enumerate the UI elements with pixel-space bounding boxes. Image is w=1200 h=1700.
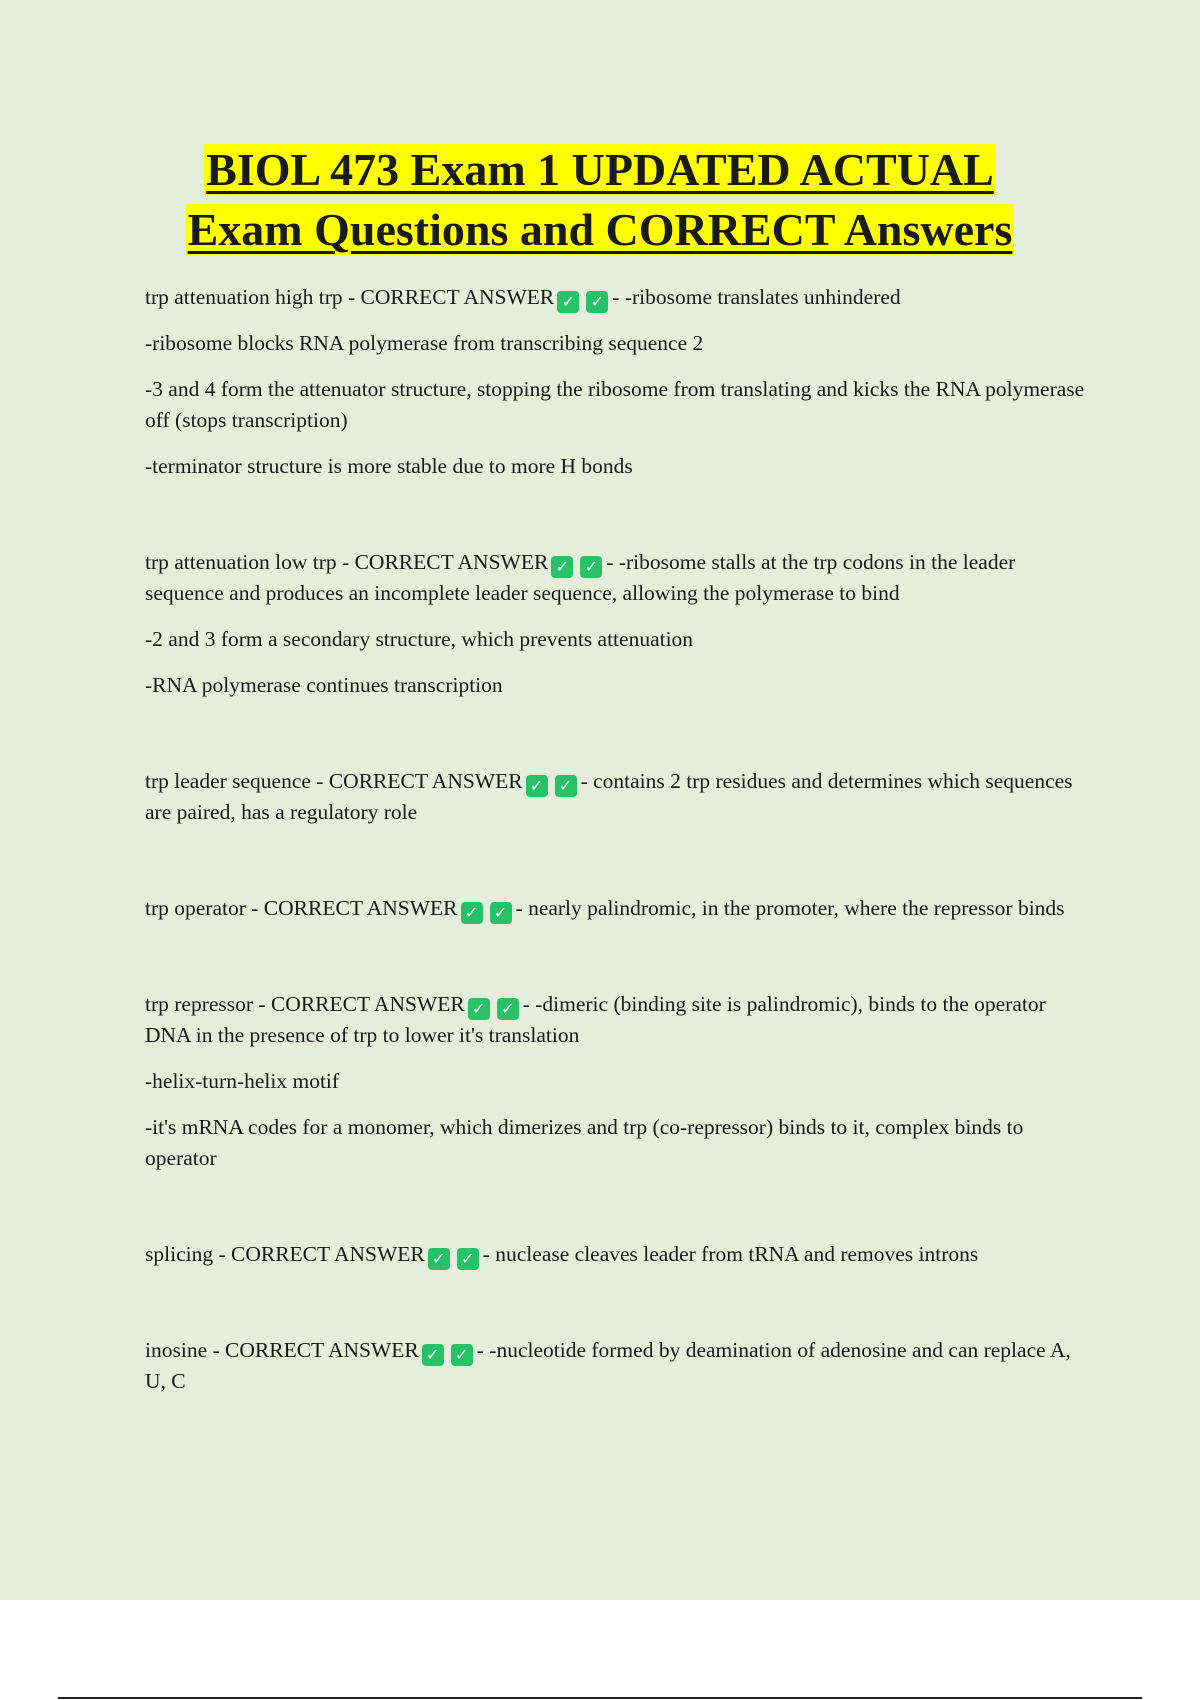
qa-term: trp attenuation low trp - CORRECT ANSWER (145, 550, 549, 574)
check-mark-button-icon: ✓ (422, 1344, 444, 1366)
qa-term: trp attenuation high trp - CORRECT ANSWER (145, 285, 555, 309)
check-mark-button-icon: ✓ (580, 556, 602, 578)
title-line-1: BIOL 473 Exam 1 UPDATED ACTUAL (206, 144, 994, 195)
check-mark-button-icon: ✓ (586, 291, 608, 313)
footer-divider (58, 1697, 1142, 1699)
qa-first-line (145, 282, 1095, 313)
qa-answer-line: -terminator structure is more stable due to more H bonds (145, 454, 633, 478)
check-mark-button-icon: ✓ (461, 902, 483, 924)
check-mark-button-icon: ✓ (557, 291, 579, 313)
qa-answer-line: -helix-turn-helix motif (145, 1069, 340, 1093)
qa-entry (145, 989, 1095, 1174)
check-mark-button-icon: ✓ (468, 998, 490, 1020)
qa-answer: - nuclease cleaves leader from tRNA and removes introns (482, 1242, 979, 1266)
qa-answer-line: -2 and 3 form a secondary structure, which prevents attenuation (145, 627, 694, 651)
qa-first-line (145, 766, 1095, 828)
qa-answer-line: -RNA polymerase continues transcription (145, 673, 503, 697)
qa-answer: - contains 2 trp residues and determines which sequences are paired, has a regulatory role (145, 769, 1073, 824)
document-title (0, 140, 1200, 260)
qa-entry (145, 547, 1095, 701)
qa-term: splicing - CORRECT ANSWER (145, 1242, 425, 1266)
qa-term: inosine - CORRECT ANSWER (145, 1338, 419, 1362)
qa-first-line (145, 1335, 1095, 1397)
qa-answer: - nearly palindromic, in the promoter, where the repressor binds (515, 896, 1065, 920)
qa-answer: - -ribosome stalls at the trp codons in the leader sequence and produces an incomplete leader sequence, allowing the polymerase to bind (145, 550, 1016, 605)
title-line-2: Exam Questions and CORRECT Answers (187, 204, 1013, 255)
qa-answer-line: -it's mRNA codes for a monomer, which dimerizes and trp (co-repressor) binds to it, complex binds to operator (145, 1115, 1024, 1170)
check-mark-button-icon: ✓ (497, 998, 519, 1020)
qa-first-line (145, 547, 1095, 609)
check-mark-button-icon: ✓ (451, 1344, 473, 1366)
qa-entry (145, 1335, 1095, 1397)
qa-entry (145, 893, 1095, 924)
check-mark-button-icon: ✓ (551, 556, 573, 578)
qa-first-line (145, 989, 1095, 1051)
qa-answer-line: -3 and 4 form the attenuator structure, stopping the ribosome from translating and kicks the RNA polymerase off (stops transcription) (145, 377, 1085, 432)
qa-term: trp repressor - CORRECT ANSWER (145, 992, 465, 1016)
qa-answer: - -ribosome translates unhindered (612, 285, 901, 309)
qa-entry (145, 766, 1095, 828)
check-mark-button-icon: ✓ (457, 1248, 479, 1270)
qa-first-line (145, 893, 1095, 924)
check-mark-button-icon: ✓ (428, 1248, 450, 1270)
qa-entry (145, 1239, 1095, 1270)
qa-answer-line: -ribosome blocks RNA polymerase from transcribing sequence 2 (145, 331, 704, 355)
qa-answer: - -nucleotide formed by deamination of adenosine and can replace A, U, C (145, 1338, 1071, 1393)
qa-list (145, 282, 1095, 1462)
qa-first-line (145, 1239, 1095, 1270)
qa-term: trp leader sequence - CORRECT ANSWER (145, 769, 523, 793)
check-mark-button-icon: ✓ (555, 775, 577, 797)
qa-entry (145, 282, 1095, 482)
check-mark-button-icon: ✓ (526, 775, 548, 797)
check-mark-button-icon: ✓ (490, 902, 512, 924)
qa-answer: - -dimeric (binding site is palindromic), binds to the operator DNA in the presence of trp to lower it's translation (145, 992, 1046, 1047)
qa-term: trp operator - CORRECT ANSWER (145, 896, 458, 920)
